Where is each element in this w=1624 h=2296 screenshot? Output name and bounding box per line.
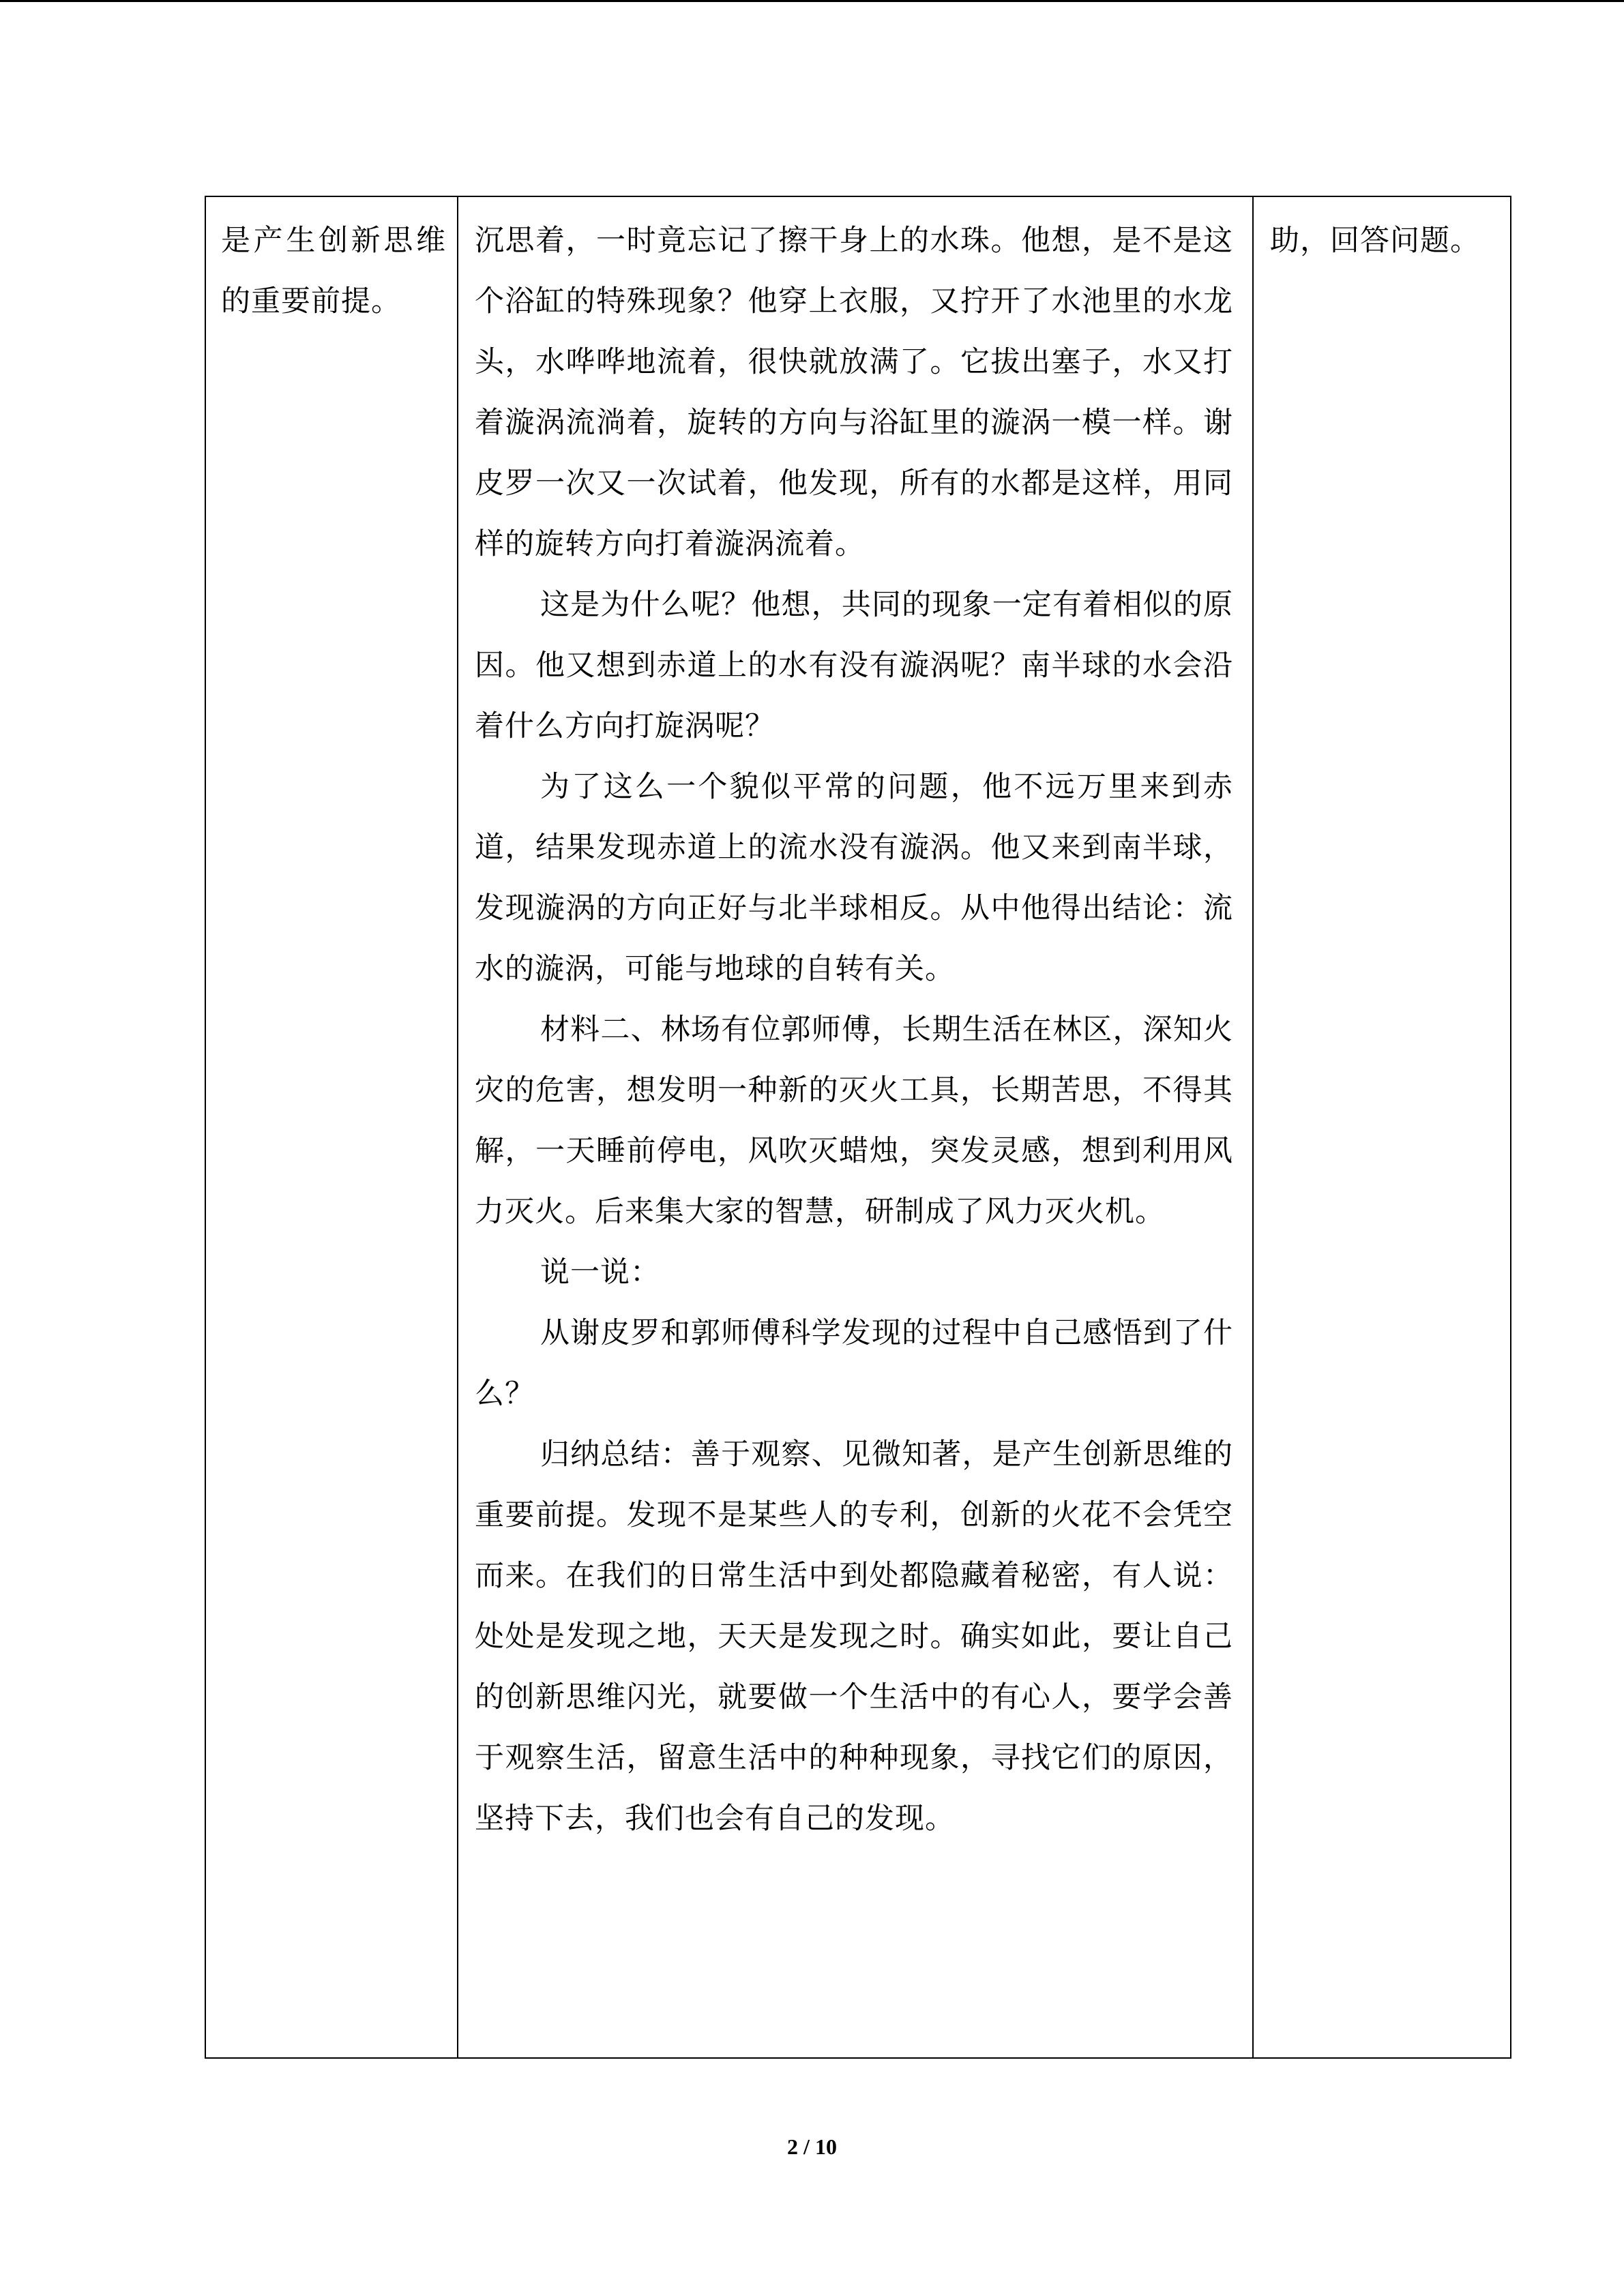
content-paragraph-5: 说一说： xyxy=(540,1255,660,1289)
design-intent-text: 是产生创新思维的重要前提。 xyxy=(221,224,446,318)
content-paragraph-1: 沉思着，一时竟忘记了擦干身上的水珠。他想，是不是这个浴缸的特殊现象？他穿上衣服，又拧开了水池里的水龙头，水哗哗地流着，很快就放满了。它拔出塞子，水又打着漩涡流淌着，旋转的方向与浴缸里的漩涡一模一样。谢皮罗一次又一次试着，他发现，所有的水都是这样，用同样的旋转方向打着漩涡流着。 xyxy=(475,224,1233,561)
lesson-plan-table xyxy=(205,196,1511,2059)
teaching-content-cell xyxy=(458,196,1253,2058)
student-activity-text: 助，回答问题。 xyxy=(1270,224,1480,258)
student-activity-cell xyxy=(1253,196,1511,2058)
table-row xyxy=(205,196,1511,2058)
page-number: 2 / 10 xyxy=(787,2134,837,2159)
content-paragraph-7: 归纳总结：善于观察、见微知著，是产生创新思维的重要前提。发现不是某些人的专利，创新的火花不会凭空而来。在我们的日常生活中到处都隐藏着秘密，有人说：处处是发现之地，天天是发现之时。确实如此，要让自己的创新思维闪光，就要做一个生活中的有心人，要学会善于观察生活，留意生活中的种种现象，寻找它们的原因，坚持下去，我们也会有自己的发现。 xyxy=(475,1437,1233,1836)
page-top-border xyxy=(0,0,1624,2)
content-paragraph-4: 材料二、林场有位郭师傅，长期生活在林区，深知火灾的危害，想发明一种新的灭火工具，长期苦思，不得其解，一天睡前停电，风吹灭蜡烛，突发灵感，想到利用风力灭火。后来集大家的智慧，研制成了风力灭火机。 xyxy=(475,1013,1233,1229)
content-paragraph-6: 从谢皮罗和郭师傅科学发现的过程中自己感悟到了什么？ xyxy=(475,1316,1233,1411)
content-paragraph-3: 为了这么一个貌似平常的问题，他不远万里来到赤道，结果发现赤道上的流水没有漩涡。他又来到南半球，发现漩涡的方向正好与北半球相反。从中他得出结论：流水的漩涡，可能与地球的自转有关。 xyxy=(475,770,1233,986)
design-intent-cell xyxy=(205,196,458,2058)
content-paragraph-2: 这是为什么呢？他想，共同的现象一定有着相似的原因。他又想到赤道上的水有没有漩涡呢？南半球的水会沿着什么方向打旋涡呢？ xyxy=(475,588,1233,743)
